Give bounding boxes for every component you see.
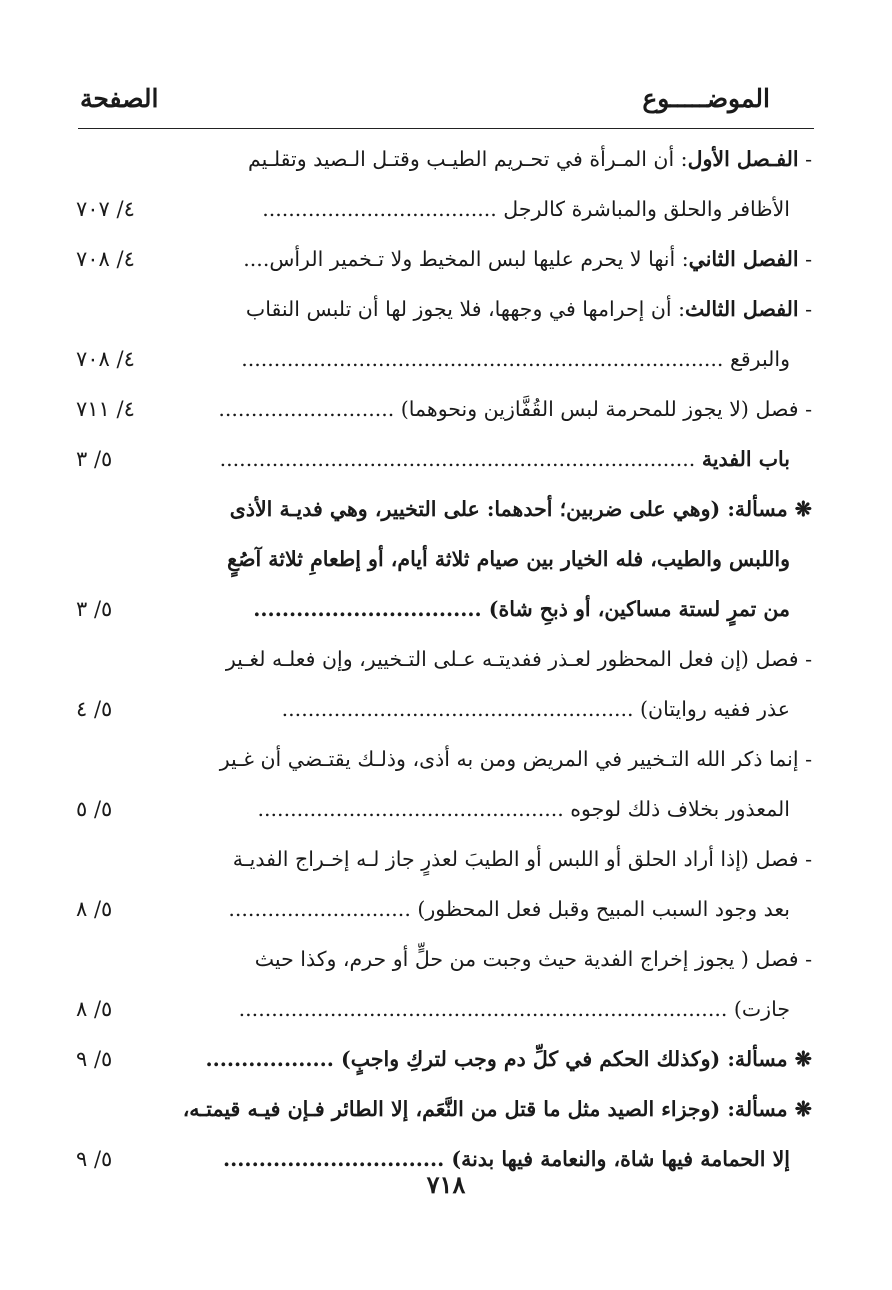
toc-entry-text: [140, 634, 812, 684]
toc-entry-text: [140, 584, 790, 634]
dash-bullet: -: [798, 297, 812, 321]
toc-line: [76, 1084, 812, 1134]
toc-line: [76, 384, 812, 434]
entry-body: المعذور بخلاف ذلك لوجوه ...............................................: [257, 797, 790, 821]
toc-entry-text: [140, 284, 812, 334]
toc-line: [76, 284, 812, 334]
toc-entry-text: [140, 784, 790, 834]
entry-body: عذر ففيه روايتان) ......................................................: [281, 697, 790, 721]
toc-line: [76, 334, 812, 384]
toc-entry-text: [140, 734, 812, 784]
toc-entry-text: [140, 884, 790, 934]
dash-bullet: -: [798, 397, 812, 421]
entry-body: بعد وجود السبب المبيح وقبل فعل المحظور) ............................: [228, 897, 790, 921]
entry-body: إنما ذكر الله التـخيير في المريض ومن به أذى، وذلـك يقتـضي أن غـير: [219, 747, 799, 771]
toc-header: [80, 84, 812, 124]
entry-label: الفصل الثالث: [685, 297, 799, 321]
dash-bullet: -: [798, 747, 812, 771]
toc-line: [76, 234, 812, 284]
toc-entry-text: [140, 334, 790, 384]
toc-entry-text: [140, 834, 812, 884]
entry-body: واللبس والطيب، فله الخيار بين صيام ثلاثة أيام، أو إطعامِ ثلاثة آصُعٍ: [227, 547, 790, 571]
entry-body: من تمرٍ لستة مساكين، أو ذبحِ شاة) ................................: [253, 597, 790, 621]
page-reference: ٥/ ٣: [76, 597, 113, 621]
entry-body: : أن المـرأة في تحـريم الطيـب وقتـل الـصيد وتقلـيم: [248, 147, 688, 171]
toc-entry-text: [140, 934, 812, 984]
dash-bullet: -: [798, 947, 812, 971]
toc-entry-text: [140, 534, 790, 584]
toc-line: [76, 634, 812, 684]
page-reference: ٤/ ٧٠٨: [76, 347, 135, 371]
entry-label: الفـصل الأول: [687, 147, 799, 171]
page-reference: ٥/ ٨: [76, 897, 113, 921]
dash-bullet: -: [798, 247, 812, 271]
page-reference: ٤/ ٧٠٧: [76, 197, 135, 221]
toc-entry-text: [140, 684, 790, 734]
toc-line: [76, 1034, 812, 1084]
entry-body: فصل (إن فعل المحظور لعـذر ففديتـه عـلى التـخيير، وإن فعلـه لغـير: [225, 647, 799, 671]
entry-body: فصل (لا يجوز للمحرمة لبس القُفَّازين ونحوهما) ...........................: [218, 397, 799, 421]
page-reference: ٥/ ٨: [76, 997, 113, 1021]
toc-line: [76, 184, 812, 234]
page-reference: ٤/ ٧٠٨: [76, 247, 135, 271]
toc-line: [76, 434, 812, 484]
page-column-heading: الصفحة: [80, 84, 159, 113]
toc-entry-text: [140, 1084, 812, 1134]
toc-entry-text: [140, 234, 812, 284]
entry-body: والبرقع ..........................................................................: [241, 347, 790, 371]
asterisk-bullet-icon: ❋: [787, 497, 812, 521]
toc-entry-text: [140, 434, 790, 484]
entry-body: .........................................................................: [219, 447, 702, 471]
entry-body: مسألة: (وهي على ضربين؛ أحدهما: على التخيير، وهي فديـة الأذى: [229, 497, 788, 521]
page-reference: ٥/ ٣: [76, 447, 113, 471]
entry-body: الأظافر والحلق والمباشرة كالرجل ....................................: [262, 197, 790, 221]
asterisk-bullet-icon: ❋: [787, 1047, 812, 1071]
entry-body: مسألة: (وجزاء الصيد مثل ما قتل من النَّعَم، إلا الطائر فـإن فيـه قيمتـه،: [182, 1097, 788, 1121]
toc-line: [76, 784, 812, 834]
page-reference: ٥/ ٤: [76, 697, 113, 721]
header-rule: [78, 128, 814, 129]
toc-line: [76, 984, 812, 1034]
toc-entry-text: [140, 134, 812, 184]
toc-line: [76, 684, 812, 734]
page-reference: ٥/ ٩: [76, 1047, 113, 1071]
toc-line: [76, 134, 812, 184]
toc-entry-text: [140, 384, 812, 434]
entry-body: فصل ( يجوز إخراج الفدية حيث وجبت من حلٍّ أو حرم، وكذا حيث: [254, 947, 799, 971]
entry-label: باب الفدية: [701, 447, 790, 471]
toc-line: [76, 884, 812, 934]
page-reference: ٥/ ٥: [76, 797, 113, 821]
entry-body: فصل (إذا أراد الحلق أو اللبس أو الطيبَ لعذرٍ جاز لـه إخـراج الفديـة: [232, 847, 799, 871]
entry-body: إلا الحمامة فيها شاة، والنعامة فيها بدنة) ...............................: [223, 1147, 790, 1171]
toc-line: [76, 584, 812, 634]
toc-line: [76, 934, 812, 984]
toc-line: [76, 534, 812, 584]
table-of-contents: [76, 134, 812, 1184]
entry-label: الفصل الثاني: [688, 247, 799, 271]
entry-body: مسألة: (وكذلك الحكم في كلِّ دم وجب لتركِ واجبٍ) ..................: [205, 1047, 788, 1071]
entry-body: : أن إحرامها في وجهها، فلا يجوز لها أن تلبس النقاب: [245, 297, 686, 321]
page-reference: ٤/ ٧١١: [76, 397, 135, 421]
topic-column-heading: الموضـــــوع: [642, 84, 770, 113]
toc-line: [76, 484, 812, 534]
toc-entry-text: [140, 984, 790, 1034]
dash-bullet: -: [798, 647, 812, 671]
page-reference: ٥/ ٩: [76, 1147, 113, 1171]
toc-line: [76, 834, 812, 884]
entry-body: جازت) ...........................................................................: [238, 997, 790, 1021]
entry-body: : أنها لا يحرم عليها لبس المخيط ولا تـخمير الرأس....: [243, 247, 689, 271]
dash-bullet: -: [798, 147, 812, 171]
toc-entry-text: [140, 484, 812, 534]
toc-entry-text: [140, 1034, 812, 1084]
page-number: ٧١٨: [426, 1170, 466, 1199]
toc-line: [76, 734, 812, 784]
asterisk-bullet-icon: ❋: [787, 1097, 812, 1121]
dash-bullet: -: [798, 847, 812, 871]
toc-entry-text: [140, 184, 790, 234]
